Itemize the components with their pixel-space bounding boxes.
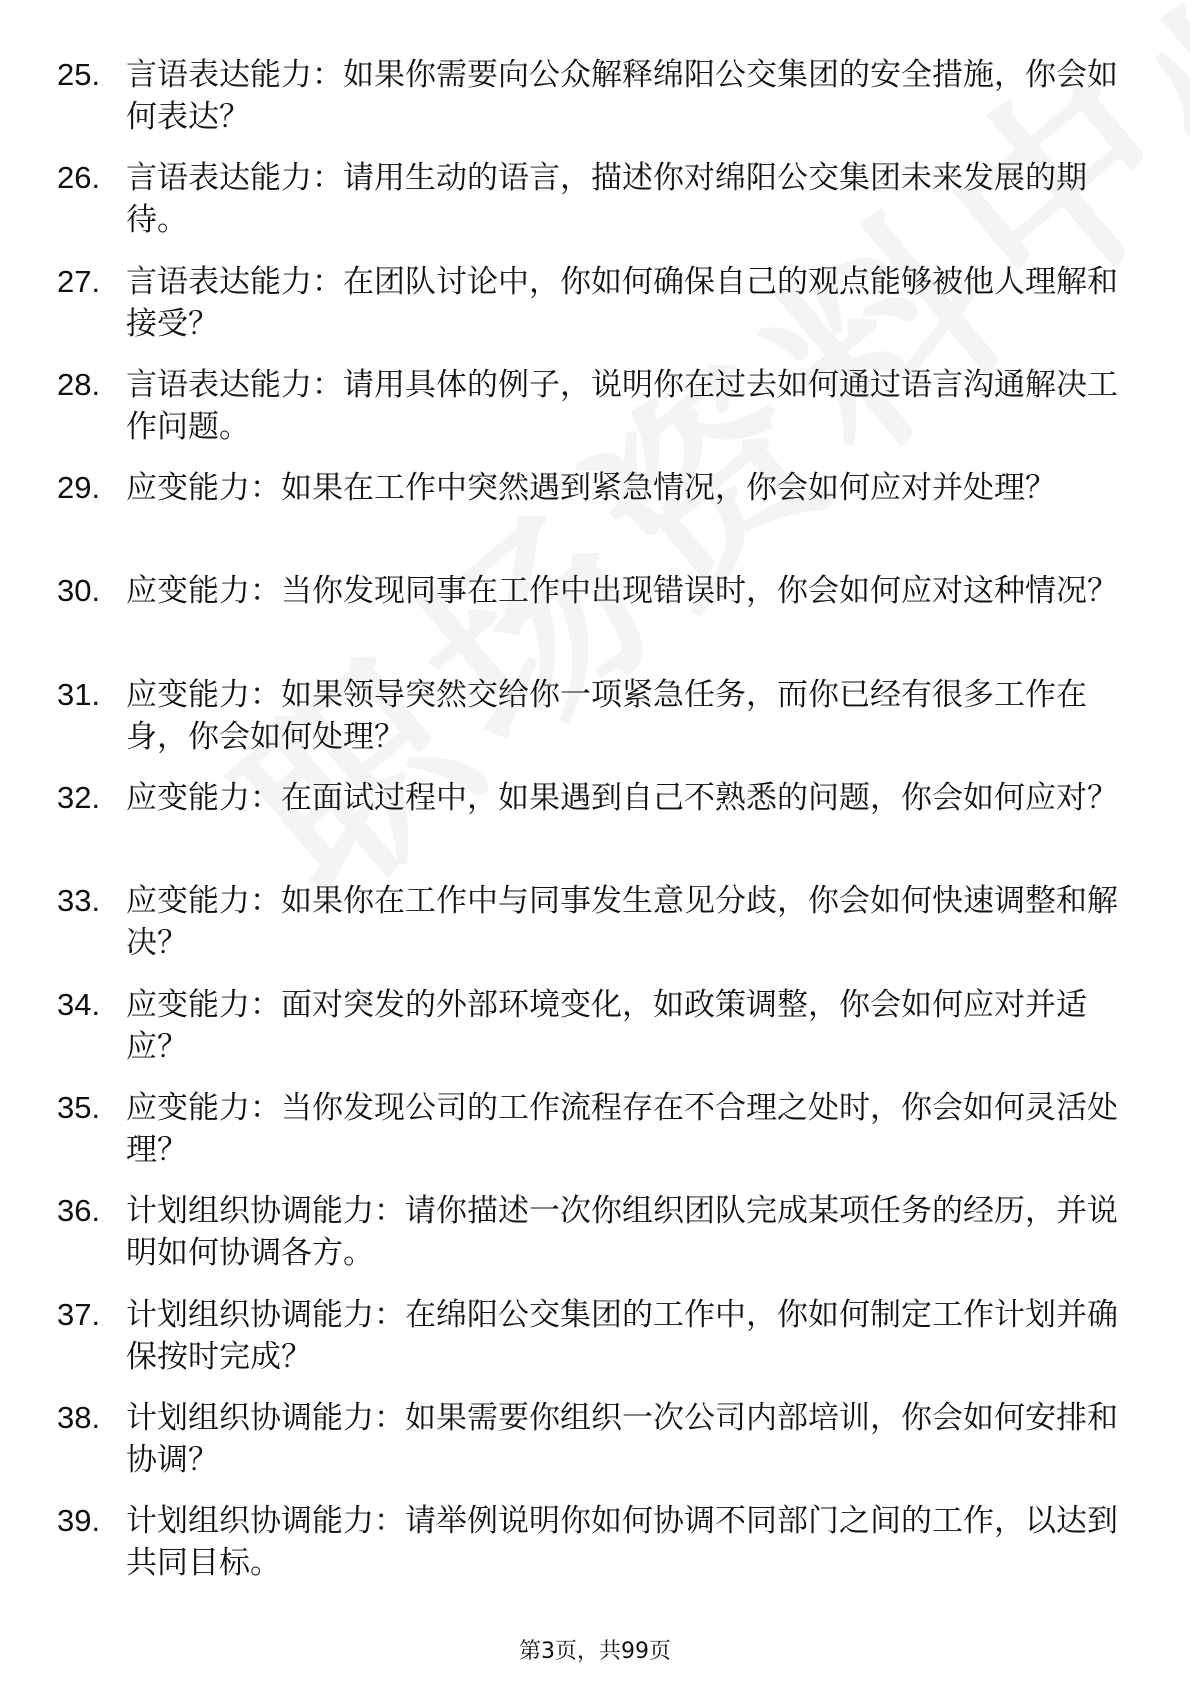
question-number: 35. (57, 1089, 101, 1125)
question-text: 计划组织协调能力：在绵阳公交集团的工作中，你如何制定工作计划并确保按时完成？ (126, 1296, 1118, 1375)
question-text: 应变能力：在面试过程中，如果遇到自己不熟悉的问题，你会如何应对？ (126, 780, 1118, 817)
question-text: 计划组织协调能力：请举例说明你如何协调不同部门之间的工作，以达到共同目标。 (126, 1503, 1118, 1582)
question-item (0, 1294, 1190, 1397)
question-item (0, 674, 1190, 777)
question-number: 39. (57, 1503, 101, 1539)
question-item (0, 984, 1190, 1087)
question-text: 应变能力：当你发现公司的工作流程存在不合理之处时，你会如何灵活处理？ (126, 1089, 1118, 1168)
question-number: 26. (57, 160, 101, 196)
question-text: 应变能力：当你发现同事在工作中出现错误时，你会如何应对这种情况？ (126, 573, 1118, 610)
question-number: 27. (57, 263, 101, 299)
question-text: 言语表达能力：如果你需要向公众解释绵阳公交集团的安全措施，你会如何表达？ (126, 57, 1118, 135)
question-item (0, 54, 1190, 157)
question-item (0, 1190, 1190, 1293)
question-list (0, 54, 1190, 1603)
question-text: 应变能力：如果在工作中突然遇到紧急情况，你会如何应对并处理？ (126, 470, 1056, 507)
question-text: 言语表达能力：请用具体的例子，说明你在过去如何通过语言沟通解决工作问题。 (126, 366, 1118, 445)
question-item (0, 157, 1190, 260)
question-item (0, 570, 1190, 673)
question-number: 36. (57, 1193, 101, 1229)
question-number: 29. (57, 470, 101, 506)
question-text: 言语表达能力：在团队讨论中，你如何确保自己的观点能够被他人理解和接受？ (126, 263, 1118, 342)
question-item (0, 1397, 1190, 1500)
question-item (0, 880, 1190, 983)
question-number: 33. (57, 883, 101, 919)
question-text: 应变能力：面对突发的外部环境变化，如政策调整，你会如何应对并适应？ (126, 986, 1087, 1065)
question-text: 计划组织协调能力：如果需要你组织一次公司内部培训，你会如何安排和协调？ (126, 1399, 1118, 1478)
question-text: 言语表达能力：请用生动的语言，描述你对绵阳公交集团未来发展的期待。 (126, 160, 1087, 239)
question-item (0, 1500, 1190, 1603)
question-number: 31. (57, 676, 101, 712)
question-number: 28. (57, 366, 101, 402)
question-item (0, 1087, 1190, 1190)
question-number: 38. (57, 1399, 101, 1435)
question-number: 37. (57, 1296, 101, 1332)
question-number: 34. (57, 986, 101, 1022)
question-text: 计划组织协调能力：请你描述一次你组织团队完成某项任务的经历，并说明如何协调各方。 (126, 1193, 1118, 1272)
question-item (0, 364, 1190, 467)
question-text: 应变能力：如果领导突然交给你一项紧急任务，而你已经有很多工作在身，你会如何处理？ (126, 676, 1087, 755)
question-text: 应变能力：如果你在工作中与同事发生意见分歧，你会如何快速调整和解决？ (126, 883, 1118, 962)
question-item (0, 261, 1190, 364)
question-item (0, 777, 1190, 880)
question-item (0, 467, 1190, 570)
question-number: 30. (57, 573, 101, 609)
question-number: 25. (57, 57, 101, 92)
question-number: 32. (57, 780, 101, 816)
page-footer: 第3页，共99页 (519, 1639, 671, 1664)
